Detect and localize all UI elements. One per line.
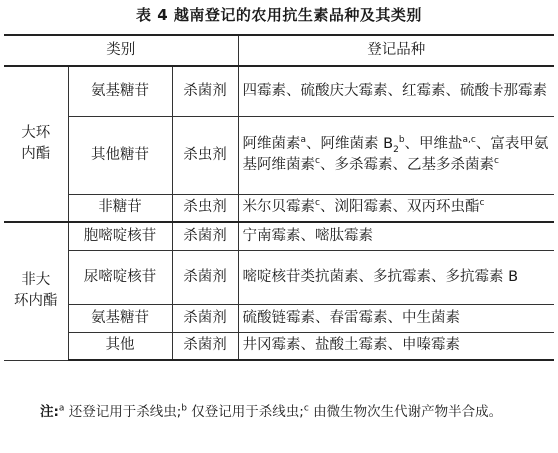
variety-text: 、甲维盐 <box>404 136 463 152</box>
footnote-mark: c <box>493 156 499 167</box>
variety-text: 、多杀霉素、乙基多杀菌素 <box>319 157 494 173</box>
variety-text: 、浏阳霉素、双丙环虫酯 <box>319 199 480 216</box>
varieties-cell <box>238 194 554 222</box>
group-macrolide-label: 大环 内酯 <box>21 125 51 162</box>
varieties-cell <box>238 116 554 194</box>
table-row <box>4 66 554 116</box>
header-category: 类别 <box>4 35 238 66</box>
subtype-cell: 非糖苷 <box>68 194 172 222</box>
varieties-cell: 宁南霉素、嘧肽霉素 <box>238 222 554 250</box>
subtype-cell: 其他 <box>68 332 172 360</box>
use-cell: 杀菌剂 <box>172 304 238 332</box>
variety-text: 、阿维菌素 B <box>306 136 394 152</box>
subtype-cell: 氨基糖苷 <box>68 66 172 116</box>
varieties-cell: 嘧啶核苷类抗菌素、多抗霉素、多抗霉素 B <box>238 250 554 304</box>
table-title: 表 4 越南登记的农用抗生素品种及其类别 <box>136 6 422 24</box>
note-mark-a: a <box>58 403 65 414</box>
subtype-cell: 其他糖苷 <box>68 116 172 194</box>
table-row <box>4 194 554 222</box>
use-cell: 杀菌剂 <box>172 66 238 116</box>
variety-text: 米尔贝霉素 <box>242 199 315 216</box>
varieties-cell: 四霉素、硫酸庆大霉素、红霉素、硫酸卡那霉素 <box>238 66 554 116</box>
table-row <box>4 222 554 250</box>
subscript: 2 <box>393 144 399 155</box>
varieties-cell: 井冈霉素、盐酸土霉素、申嗪霉素 <box>238 332 554 360</box>
note-text-a: 还登记用于杀线虫; <box>64 404 182 420</box>
subtype-cell: 尿嘧啶核苷 <box>68 250 172 304</box>
subtype-cell: 胞嘧啶核苷 <box>68 222 172 250</box>
use-cell: 杀菌剂 <box>172 332 238 360</box>
varieties-cell: 硫酸链霉素、春雷霉素、中生菌素 <box>238 304 554 332</box>
footnote-mark: c <box>315 156 320 167</box>
variety-text: 、富表甲氨基阿维菌素 <box>242 136 549 173</box>
group-non-macrolide <box>4 222 68 360</box>
footnote-mark: a <box>300 135 307 146</box>
use-cell: 杀菌剂 <box>172 222 238 250</box>
note-text-c: 由微生物次生代谢产物半合成。 <box>308 404 503 420</box>
subtype-cell: 氨基糖苷 <box>68 304 172 332</box>
note-mark-b: b <box>181 403 187 414</box>
group-non-macrolide-label: 非大 环内酯 <box>14 272 58 310</box>
use-cell: 杀菌剂 <box>172 250 238 304</box>
table-row <box>4 250 554 304</box>
table-row <box>4 332 554 360</box>
table-row <box>4 304 554 332</box>
footnote-mark: b <box>398 135 405 146</box>
group-macrolide <box>4 66 68 222</box>
footnote-mark: a,c <box>462 135 476 146</box>
table-row <box>4 116 554 194</box>
table-note <box>10 401 554 423</box>
variety-text: 阿维菌素 <box>242 136 301 152</box>
note-label: 注: <box>40 404 59 420</box>
use-cell: 杀虫剂 <box>172 194 238 222</box>
note-text-b: 仅登记用于杀线虫; <box>186 404 304 420</box>
antibiotic-table <box>4 34 554 361</box>
note-mark-c: c <box>303 403 309 414</box>
use-cell: 杀虫剂 <box>172 116 238 194</box>
footnote-mark: c <box>315 198 320 209</box>
table-header-row <box>4 35 554 66</box>
footnote-mark: c <box>479 198 485 209</box>
header-varieties: 登记品种 <box>238 35 554 66</box>
